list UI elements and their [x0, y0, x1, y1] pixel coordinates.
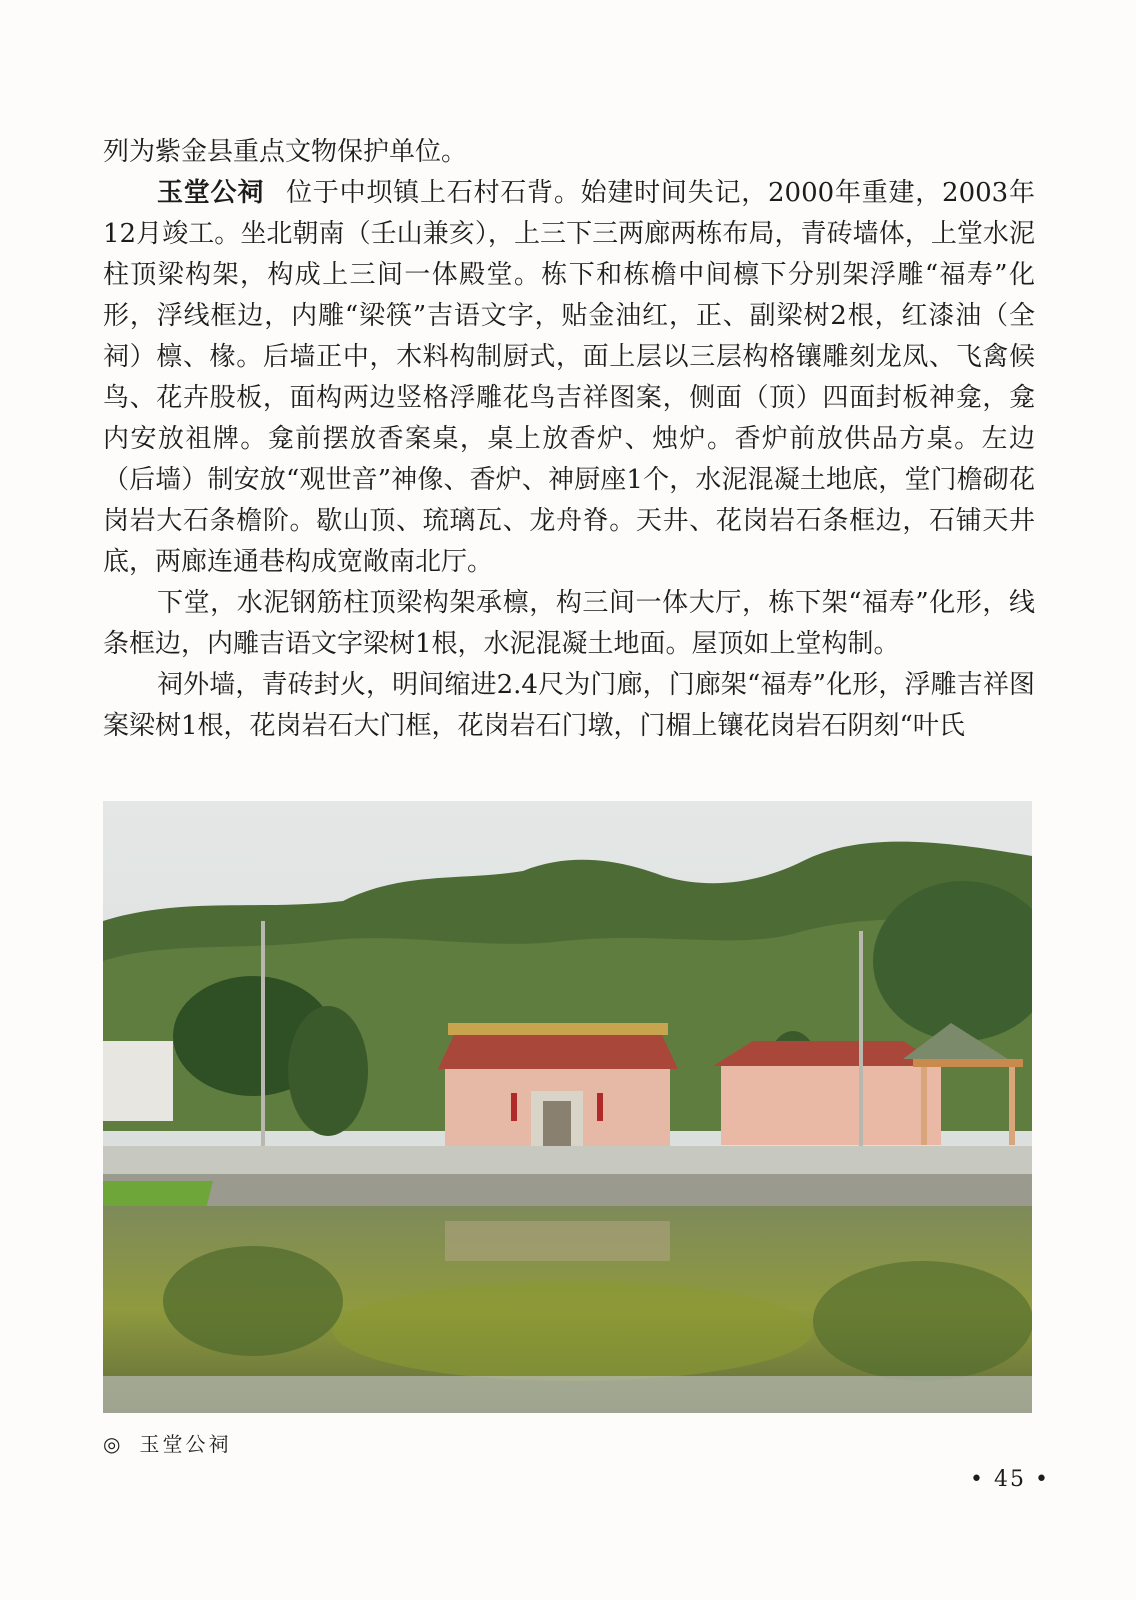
- temple-photo: [103, 801, 1032, 1413]
- entry-text: 位于中坝镇上石村石背。始建时间失记，2000年重建，2003年12月竣工。坐北朝南（壬山兼亥），上三下三两廊两栋布局，青砖墙体，上堂水泥柱顶梁构架，构成上三间一体殿堂。栋下和栋檐中间檩下分别架浮雕“福寿”化形，浮线框边，内雕“梁筷”吉语文字，贴金油红，正、副梁树2根，红漆油（全祠）檩、椽。后墙正中，木料构制厨式，面上层以三层构格镶雕刻龙凤、飞禽候鸟、花卉股板，面构两边竖格浮雕花鸟吉祥图案，侧面（顶）四面封板神龛，龛内安放祖牌。龛前摆放香案桌，桌上放香炉、烛炉。香炉前放供品方桌。左边（后墙）制安放“观世音”神像、香炉、神厨座1个，水泥混凝土地底，堂门檐砌花岗岩大石条檐阶。歇山顶、琉璃瓦、龙舟脊。天井、花岗岩石条框边，石铺天井底，两廊连通巷构成宽敞南北厅。: [103, 178, 1035, 577]
- photo-caption: [103, 1428, 231, 1457]
- body-text: [103, 132, 1035, 747]
- temple-photo-illustration: [103, 801, 1032, 1413]
- paragraph-continuation: 列为紫金县重点文物保护单位。: [103, 137, 468, 167]
- paragraph-lower-hall: 下堂，水泥钢筋柱顶梁构架承檩，构三间一体大厅，栋下架“福寿”化形，线条框边，内雕吉语文字梁树1根，水泥混凝土地面。屋顶如上堂构制。: [103, 588, 1035, 659]
- paragraph-outer-wall: 祠外墙，青砖封火，明间缩进2.4尺为门廊，门廊架“福寿”化形，浮雕吉祥图案梁树1根，花岗岩石大门框，花岗岩石门墩，门楣上镶花岗岩石阴刻“叶氏: [103, 670, 1035, 741]
- entry-term: 玉堂公祠: [157, 178, 265, 208]
- caption-mark: ◎: [103, 1432, 124, 1456]
- caption-text: 玉堂公祠: [139, 1432, 232, 1456]
- paragraph-yutang-ancestral-hall: [103, 173, 1035, 583]
- page-number: • 45 •: [970, 1467, 1050, 1492]
